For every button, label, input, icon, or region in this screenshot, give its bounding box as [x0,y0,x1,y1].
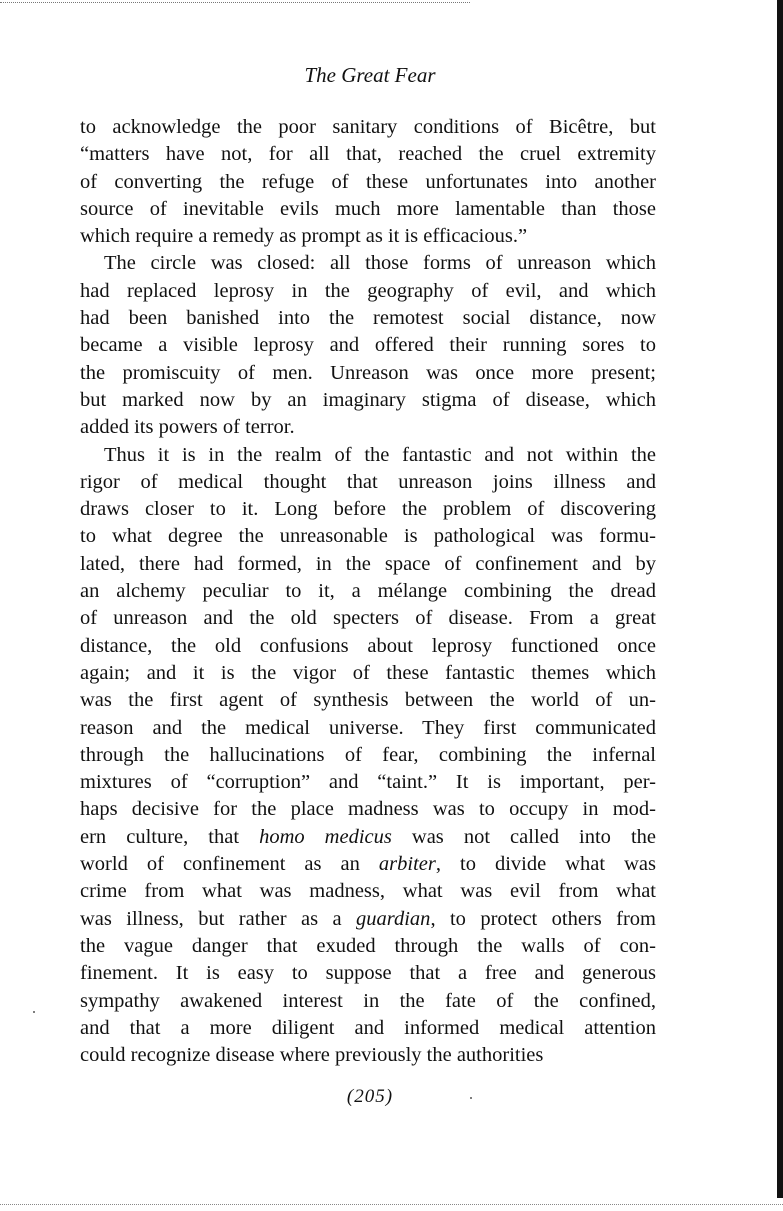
scan-speck [470,1097,472,1099]
text-line: ern culture, that homo medicus was not called into the [80,825,657,848]
text-line: but marked now by an imaginary stigma of disease, which [80,388,656,411]
text-line: sympathy awakened interest in the fate of the confined, [80,989,656,1012]
text-line: could recognize disease where previously the authorities [80,1044,544,1067]
text-line: distance, the old confusions about leprosy functioned once [80,634,656,657]
text-line: draws closer to it. Long before the problem of discovering [80,498,656,521]
paragraph [80,250,656,441]
text-line: of unreason and the old specters of disease. From a great [80,607,656,630]
text-line: became a visible leprosy and offered their running sores to [80,334,656,357]
text-line: rigor of medical thought that unreason joins illness and [80,470,656,493]
text-line: The circle was closed: all those forms of unreason which [104,252,656,275]
text-line: through the hallucinations of fear, combining the infernal [80,743,656,766]
text-line: Thus it is in the realm of the fantastic and not within the [104,443,656,466]
page-number: (205) [346,1086,394,1107]
text-line: world of confinement as an arbiter, to divide what was [80,853,656,876]
text-line: had been banished into the remotest social distance, now [80,307,656,330]
bottom-scan-edge [0,1204,783,1205]
text-line: and that a more diligent and informed medical attention [80,1016,656,1039]
top-scan-edge [0,2,470,3]
text-line: the promiscuity of men. Unreason was once more present; [80,361,656,384]
text-line: of converting the refuge of these unfortunates into another [80,170,656,193]
text-line: had replaced leprosy in the geography of evil, and which [80,279,656,302]
body-text [80,114,656,1069]
text-line: reason and the medical universe. They first communicated [80,716,656,739]
text-line: to acknowledge the poor sanitary conditions of Bicêtre, but [80,116,656,138]
text-line: lated, there had formed, in the space of confinement and by [80,552,656,575]
text-line: finement. It is easy to suppose that a free and generous [80,962,656,985]
text-line: which require a remedy as prompt as it is efficacious.” [80,225,528,248]
text-line: was illness, but rather as a guardian, to protect others from [80,907,656,930]
right-scan-edge [777,0,783,1198]
text-line: added its powers of terror. [80,416,295,439]
text-line: “matters have not, for all that, reached the cruel extremity [80,143,656,166]
running-head: The Great Fear [304,63,436,87]
text-line: the vague danger that exuded through the walls of con- [80,934,656,957]
paragraph [80,114,656,250]
text-line: again; and it is the vigor of these fantastic themes which [80,661,656,684]
text-line: mixtures of “corruption” and “taint.” It is important, per- [80,771,656,794]
text-line: was the first agent of synthesis between the world of un- [80,689,656,712]
text-line: crime from what was madness, what was evil from what [80,880,656,903]
text-line: source of inevitable evils much more lamentable than those [80,197,656,220]
paragraph [80,442,656,1070]
text-line: to what degree the unreasonable is pathological was formu- [80,525,656,548]
text-line: an alchemy peculiar to it, a mélange combining the dread [80,580,656,603]
scan-speck [33,1011,35,1013]
text-line: haps decisive for the place madness was to occupy in mod- [80,798,656,821]
